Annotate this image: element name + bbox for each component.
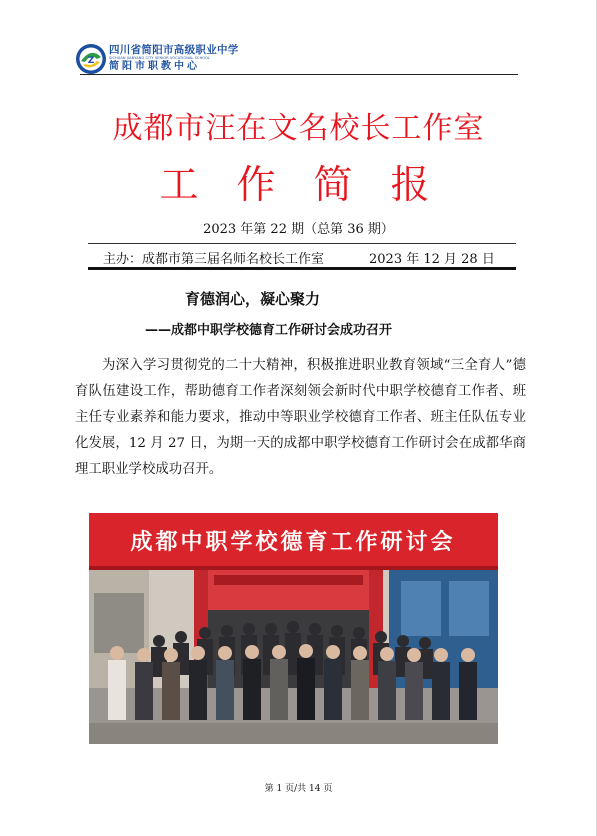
masthead-divider-thin bbox=[88, 243, 516, 244]
article-subheadline: ——成都中职学校德育工作研讨会成功召开 bbox=[145, 323, 393, 338]
school-name: 四川省简阳市高级职业中学 bbox=[109, 44, 239, 56]
school-logo-icon bbox=[75, 43, 107, 75]
studio-title: 成都市汪在文名校长工作室 bbox=[112, 111, 485, 146]
page-number: 第 1 页/共 14 页 bbox=[264, 784, 333, 794]
issue-number: 2023 年第 22 期（总第 36 期） bbox=[203, 222, 394, 237]
svg-text:Z: Z bbox=[87, 56, 95, 66]
bulletin-title: 工作简报 bbox=[159, 163, 468, 208]
group-photo bbox=[89, 513, 498, 744]
article-headline: 育德润心，凝心聚力 bbox=[185, 290, 321, 308]
group-photo-image bbox=[89, 513, 498, 744]
publish-date: 2023 年 12 月 28 日 bbox=[369, 252, 495, 267]
banner-text: 成都中职学校德育工作研讨会 bbox=[130, 530, 456, 555]
masthead-divider-thick bbox=[88, 267, 516, 270]
article-paragraph: 为深入学习贯彻党的二十大精神，积极推进职业教育领域“三全育人”德育队伍建设工作，帮助德育工作者深刻领会新时代中职学校德育工作者、班主任专业素养和能力要求，推动中等职业学校德育工作者、班主任队伍专业化发展，12 月 27 日，为期一天的成都中职学校德育工作研讨会在成都华商理工职业学校成功召开。 bbox=[75, 358, 526, 477]
header-divider bbox=[80, 74, 518, 75]
school-logo-text bbox=[109, 44, 239, 73]
sponsor-line: 主办：成都市第三届名师名校长工作室 bbox=[103, 252, 325, 267]
school-name-english: SICHUAN JIANYANG CITY SENIOR VOCATIONAL SCHOOL bbox=[109, 56, 211, 60]
center-name: 简阳市职教中心 bbox=[109, 61, 200, 72]
